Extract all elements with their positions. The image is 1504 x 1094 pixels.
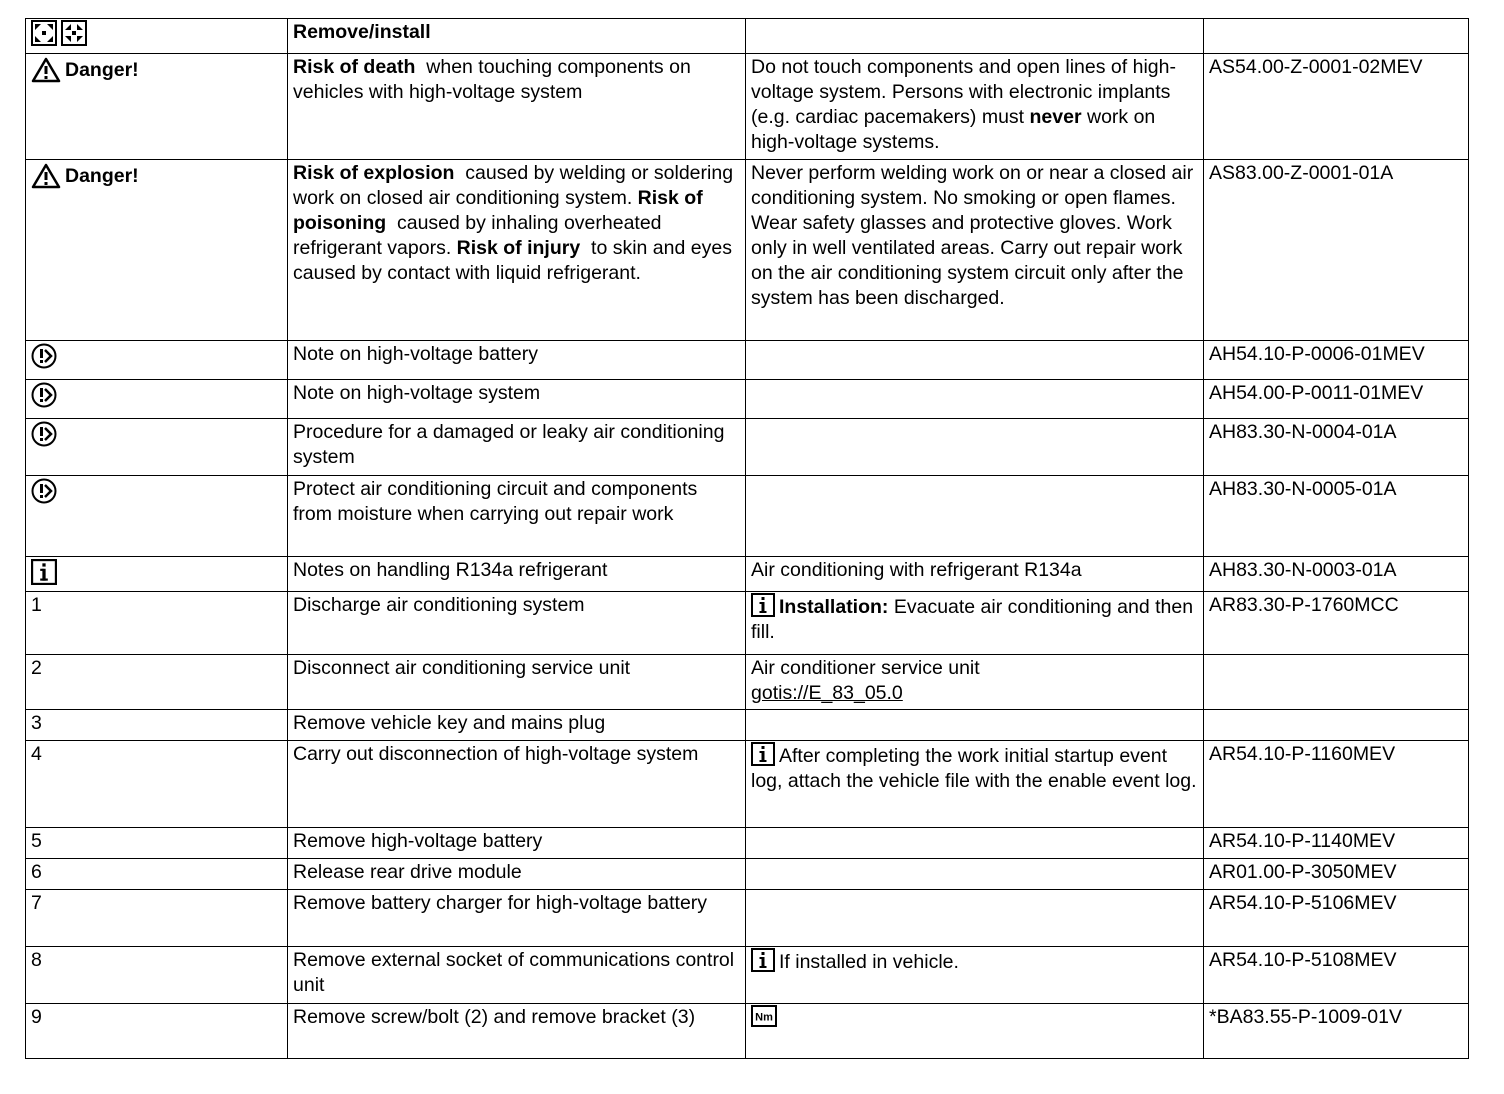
danger-label: Danger! — [65, 58, 139, 81]
step-row — [26, 655, 1469, 710]
step-row — [26, 890, 1469, 947]
info-detail: Air conditioning with refrigerant R134a — [746, 557, 1204, 592]
step-detail: Air conditioner service unit gotis://E_83_05.0 — [746, 655, 1204, 710]
svg-text:Nm: Nm — [755, 1011, 773, 1024]
step-text: Remove high-voltage battery — [288, 828, 746, 859]
step-text: Release rear drive module — [288, 859, 746, 890]
reference-link[interactable]: AR54.10-P-1160MEV — [1204, 741, 1469, 828]
reference-link[interactable]: AS83.00-Z-0001-01A — [1204, 160, 1469, 341]
reference-link[interactable]: AH83.30-N-0004-01A — [1204, 419, 1469, 476]
table-title: Remove/install — [288, 19, 746, 54]
step-number: 4 — [26, 741, 288, 828]
note-text: Protect air conditioning circuit and components from moisture when carrying out repair work — [288, 476, 746, 557]
note-text: Note on high-voltage system — [288, 380, 746, 419]
step-detail: If installed in vehicle. — [746, 947, 1204, 1004]
reference-link[interactable]: AS54.00-Z-0001-02MEV — [1204, 54, 1469, 160]
step-number: 8 — [26, 947, 288, 1004]
step-row — [26, 741, 1469, 828]
note-row — [26, 476, 1469, 557]
warning-triangle-icon — [31, 163, 61, 189]
step-number: 7 — [26, 890, 288, 947]
reference-link[interactable] — [1204, 655, 1469, 710]
info-icon — [31, 559, 57, 585]
info-icon — [751, 948, 775, 972]
reference-link[interactable] — [1204, 710, 1469, 741]
reference-link[interactable]: AR54.10-P-5108MEV — [1204, 947, 1469, 1004]
reference-link[interactable]: AH83.30-N-0005-01A — [1204, 476, 1469, 557]
risk-description: Risk of death when touching components on vehicles with high-voltage system — [288, 54, 746, 160]
step-number: 6 — [26, 859, 288, 890]
step-row — [26, 947, 1469, 1004]
step-number: 2 — [26, 655, 288, 710]
info-row — [26, 557, 1469, 592]
note-circle-icon — [31, 421, 57, 447]
note-text: Note on high-voltage battery — [288, 341, 746, 380]
step-text: Disconnect air conditioning service unit — [288, 655, 746, 710]
note-circle-icon — [31, 382, 57, 408]
action-description: Do not touch components and open lines of high-voltage system. Persons with electronic implants (e.g. cardiac pacemakers) must never work on high-voltage systems. — [746, 54, 1204, 160]
reference-link[interactable]: AH83.30-N-0003-01A — [1204, 557, 1469, 592]
step-number: 9 — [26, 1004, 288, 1059]
warning-triangle-icon — [31, 57, 61, 83]
step-row — [26, 592, 1469, 655]
step-number: 1 — [26, 592, 288, 655]
note-circle-icon — [31, 343, 57, 369]
step-detail: Installation: Evacuate air conditioning and then fill. — [746, 592, 1204, 655]
info-text: Notes on handling R134a refrigerant — [288, 557, 746, 592]
note-circle-icon — [31, 478, 57, 504]
step-number: 3 — [26, 710, 288, 741]
step-row — [26, 828, 1469, 859]
info-icon — [751, 742, 775, 766]
reference-link[interactable]: *BA83.55-P-1009-01V — [1204, 1004, 1469, 1059]
step-text: Remove battery charger for high-voltage battery — [288, 890, 746, 947]
step-text: Remove vehicle key and mains plug — [288, 710, 746, 741]
note-row — [26, 380, 1469, 419]
reference-link[interactable]: AH54.00-P-0011-01MEV — [1204, 380, 1469, 419]
step-detail — [746, 1004, 1204, 1059]
risk-description: Risk of explosion caused by welding or soldering work on closed air conditioning system. Risk of poisoning caused by inhaling overheated refrigerant vapors. Risk of injury to skin and eyes caused by contact with liquid refrigerant. — [288, 160, 746, 341]
procedure-table — [25, 18, 1469, 1059]
step-detail: After completing the work initial startup event log, attach the vehicle file with the enable event log. — [746, 741, 1204, 828]
danger-row — [26, 160, 1469, 341]
action-description: Never perform welding work on or near a closed air conditioning system. No smoking or open flames. Wear safety glasses and protective gloves. Work only in well ventilated areas. Carry out repair work on the air conditioning system circuit only after the system has been discharged. — [746, 160, 1204, 341]
gotis-link[interactable]: gotis://E_83_05.0 — [751, 682, 903, 704]
danger-row — [26, 54, 1469, 160]
note-row — [26, 419, 1469, 476]
collapse-icon[interactable] — [61, 20, 87, 46]
step-text: Carry out disconnection of high-voltage system — [288, 741, 746, 828]
expand-icon[interactable] — [31, 20, 57, 46]
reference-link[interactable]: AH54.10-P-0006-01MEV — [1204, 341, 1469, 380]
step-row — [26, 710, 1469, 741]
reference-link[interactable]: AR83.30-P-1760MCC — [1204, 592, 1469, 655]
step-row — [26, 1004, 1469, 1059]
reference-link[interactable]: AR54.10-P-5106MEV — [1204, 890, 1469, 947]
header-row — [26, 19, 1469, 54]
note-text: Procedure for a damaged or leaky air conditioning system — [288, 419, 746, 476]
danger-label: Danger! — [65, 164, 139, 187]
note-row — [26, 341, 1469, 380]
reference-link[interactable]: AR54.10-P-1140MEV — [1204, 828, 1469, 859]
step-number: 5 — [26, 828, 288, 859]
step-row — [26, 859, 1469, 890]
torque-nm-icon[interactable] — [751, 1005, 777, 1027]
reference-link[interactable]: AR01.00-P-3050MEV — [1204, 859, 1469, 890]
step-text: Discharge air conditioning system — [288, 592, 746, 655]
step-text: Remove external socket of communications control unit — [288, 947, 746, 1004]
step-text: Remove screw/bolt (2) and remove bracket (3) — [288, 1004, 746, 1059]
info-icon — [751, 593, 775, 617]
